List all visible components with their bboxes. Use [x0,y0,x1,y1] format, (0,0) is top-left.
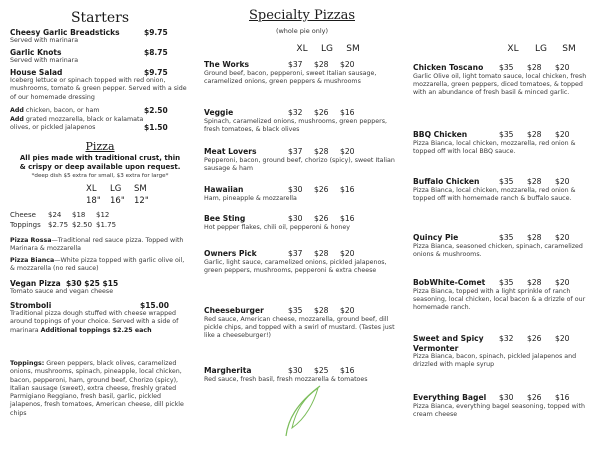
pizza-price: $28 [314,249,329,258]
size-lg: LG [321,44,333,54]
pizza-price: $30 [288,214,303,223]
stromboli-price: $15.00 [140,301,169,310]
pizza-name: Everything Bagel [413,393,487,402]
bianca-desc: —White pizza topped with garlic olive oil, & mozzarella (no red sauce) [10,257,185,273]
pizza-price: $20 [340,249,355,258]
pizza-price: $30 [499,393,514,402]
pizza-rossa [10,237,190,254]
pizza-price: $16 [340,185,355,194]
pizza-price: $35 [499,233,514,242]
size-sm: SM [562,44,576,54]
pizza-desc: Hot pepper flakes, chili oil, pepperoni & honey [204,223,350,231]
pizza-desc: Ground beef, bacon, pepperoni, sweet Italian sausage, caramelized onions, green peppers & mushrooms [204,69,377,85]
add-line [10,116,190,133]
starter-desc: Iceberg lettuce or spinach topped with red onion, mushrooms, tomato & green pepper. Served with a side of our homemade dressing [10,77,187,101]
pizza-price: $35 [288,306,303,315]
pizza-price: $26 [314,214,329,223]
pizza-price: $20 [340,60,355,69]
pizza-price: $20 [555,278,570,287]
pizza-price: $20 [555,334,570,343]
pizza-price: $30 [288,185,303,194]
pizza-desc: Red sauce, American cheese, mozzarella, ground beef, dill pickle chips, and topped with a swirl of mustard. (Tastes just like a cheeseburger!) [204,315,395,340]
pizza-name: Sweet and Spicy Vermonter [413,334,484,353]
pizza-heading: Pizza [85,140,115,153]
specialty-pizza [204,108,400,134]
pizza-price: $26 [527,334,542,343]
pizza-price: $20 [555,177,570,186]
vegan-pizza [10,279,190,296]
pizza-desc: Garlic Olive oil, light tomato sauce, local chicken, fresh mozzarella, green peppers, diced tomatoes, & topped with an abundance of fresh basil & minced garlic. [413,72,587,97]
pizza-name: Cheeseburger [204,306,264,315]
starter-price: $9.75 [144,68,168,77]
pizza-name: Chicken Toscano [413,63,484,72]
pizza-price: $28 [314,147,329,156]
pizza-desc: Pizza Bianca, seasoned chicken, spinach, caramelized onions & mushrooms. [413,242,583,258]
pizza-desc: Pizza Bianca, local chicken, mozzarella, red onion & topped off with homemade ranch & buffalo sauce. [413,186,576,202]
pizza-price: $20 [555,63,570,72]
price-cell: $12 [96,211,110,219]
pizza-price: $37 [288,147,303,156]
add-line [10,107,190,115]
specialty-pizza [413,393,596,419]
size-sm: SM [346,44,360,54]
pizza-desc: Pizza Bianca, everything bagel seasoning, topped with cream cheese [413,402,586,418]
specialty-pizza [413,63,596,97]
pizza-price: $37 [288,60,303,69]
specialty-subtitle: (whole pie only) [275,27,329,35]
inch-lg: 16" [110,196,125,206]
pizza-price-table [10,211,190,229]
starter-item [10,68,190,102]
vegan-prices: $30 $25 $15 [65,279,119,288]
price-cell: $1.75 [96,221,117,229]
pizza-price: $35 [499,278,514,287]
specialty-pizza [413,130,596,156]
pizza-desc: Red sauce, fresh basil, fresh mozzarella & tomatoes [204,375,368,383]
pizza-price: $20 [340,147,355,156]
pizza-price: $26 [314,185,329,194]
pizza-desc: Spinach, caramelized onions, mushrooms, green peppers, fresh tomatoes, & black olives [204,117,387,133]
pizza-name: Hawaiian [204,185,244,194]
pizza-name: Bee Sting [204,214,246,223]
vegan-name: Vegan Pizza [10,279,61,288]
leaf-icon [282,380,324,440]
pizza-name: Margherita [204,366,252,375]
pizza-name: Quincy Pie [413,233,459,242]
pizza-desc: Pizza Bianca, bacon, spinach, pickled jalapenos and drizzled with maple syrup [413,353,577,369]
pizza-price: $28 [527,233,542,242]
pizza-price: $28 [314,306,329,315]
add-label: Add [10,107,24,114]
specialty-pizza [204,147,400,173]
add-price: $2.50 [144,106,168,115]
toppings-list [10,360,190,418]
pizza-price: $16 [555,393,570,402]
pizza-bianca [10,257,190,274]
specialty-pizza [413,233,596,259]
size-lg: LG [110,184,122,194]
price-cell: $18 [72,211,86,219]
specialty-heading: Specialty Pizzas [249,8,355,23]
pizza-desc: Pepperoni, bacon, ground beef, chorizo (spicy), sweet Italian sausage & ham [204,156,395,172]
pizza-price: $28 [527,177,542,186]
specialty-pizza [204,60,400,86]
size-xl: XL [296,44,308,54]
inch-sm: 12" [134,196,149,206]
price-cell: $2.50 [72,221,93,229]
pizza-desc: Ham, pineapple & mozzarella [204,194,297,202]
pizza-price: $16 [340,108,355,117]
starters-heading: Starters [70,10,130,26]
specialty-size-header-right [499,44,583,54]
specialty-pizza [413,177,596,203]
pizza-price: $20 [340,306,355,315]
starter-name: House Salad [10,68,63,77]
specialty-pizza [413,278,596,312]
specialty-pizza [204,214,400,232]
pizza-name: Owners Pick [204,249,257,258]
pizza-price: $35 [499,130,514,139]
starter-price: $8.75 [144,48,168,57]
pizza-price: $20 [555,233,570,242]
pizza-price: $35 [499,177,514,186]
pizza-name: BobWhite-Comet [413,278,486,287]
pizza-price: $28 [527,63,542,72]
starter-item [10,48,190,65]
size-xl: XL [86,184,97,194]
pizza-name: Veggie [204,108,234,117]
pizza-price: $28 [314,60,329,69]
size-lg: LG [535,44,547,54]
stromboli-desc: Traditional pizza dough stuffed with cheese wrapped around toppings of your choice. Served with a side of marinara [10,310,179,334]
pizza-price: $26 [527,393,542,402]
specialty-size-header-left [290,44,366,54]
pizza-price: $16 [340,214,355,223]
pizza-name: Meat Lovers [204,147,257,156]
stromboli [10,301,190,335]
toppings-label: Toppings: [10,360,45,367]
starter-price: $9.75 [144,28,168,37]
vegan-desc: Tomato sauce and vegan cheese [10,288,114,295]
pizza-price: $20 [555,130,570,139]
pizza-price: $35 [499,63,514,72]
pizza-desc: Pizza Bianca, topped with a light sprinkle of ranch seasoning, local chicken, local bacon & a drizzle of our homemade ranch. [413,287,586,312]
toppings-text: Green peppers, black olives, caramelized onions, mushrooms, spinach, pineapple, local chicken, bacon, pepperoni, ham, ground beef, Chorizo (spicy), Italian sausage (sweet), extra cheese, freshly grated Parmigiano Reggiano, fresh basil, garlic, pickled jalapenos, fresh tomatoes, American cheese, dill pickle chips [10,360,184,417]
add-text: chicken, bacon, or ham [25,107,100,114]
pizza-price: $26 [314,108,329,117]
add-text: grated mozzarella, black or kalamata olives, or pickled jalapenos [10,116,144,132]
pizza-name: Buffalo Chicken [413,177,480,186]
starter-name: Cheesy Garlic Breadsticks [10,28,120,37]
pizza-desc: Garlic, light sauce, caramelized onions, pickled jalapenos, green peppers, mushrooms, pepperoni & extra cheese [204,258,387,274]
starter-desc: Served with marinara [10,37,79,44]
starter-name: Garlic Knots [10,48,62,57]
pizza-price: $30 [288,366,303,375]
size-sm: SM [134,184,147,194]
price-cell: $2.75 [48,221,69,229]
pizza-name: The Works [204,60,250,69]
pizza-price: $28 [527,130,542,139]
specialty-pizza [204,249,400,275]
starter-desc: Served with marinara [10,57,79,64]
pizza-name: BBQ Chicken [413,130,468,139]
pizza-note: *deep dish $5 extra for small, $3 extra for large* [31,173,169,179]
pizza-intro: All pies made with traditional crust, thin & crispy or deep available upon request. [19,154,181,171]
add-label: Add [10,116,24,123]
price-cell: $24 [48,211,62,219]
pizza-price: $32 [499,334,514,343]
stromboli-name: Stromboli [10,301,52,310]
bianca-name: Pizza Bianca [10,257,55,264]
pizza-size-table [48,184,190,206]
pizza-price: $16 [340,366,355,375]
pizza-price: $25 [314,366,329,375]
rossa-desc: —Traditional red sauce pizza. Topped with Marinara & mozzarella [10,237,184,253]
starter-item [10,28,190,45]
specialty-pizza [204,306,400,340]
specialty-pizza [413,334,596,370]
rossa-name: Pizza Rossa [10,237,52,244]
pizza-price: $32 [288,108,303,117]
inch-xl: 18" [86,196,101,206]
pizza-price: $28 [527,278,542,287]
size-xl: XL [507,44,519,54]
add-price: $1.50 [144,123,168,133]
price-row-label: Cheese [10,211,36,219]
specialty-pizza [204,185,400,203]
pizza-desc: Pizza Bianca, local chicken, mozzarella, red onion & topped off with local BBQ sauce. [413,139,576,155]
pizza-price: $37 [288,249,303,258]
price-row-label: Toppings [10,221,41,229]
stromboli-extra: Additional toppings $2.25 each [40,326,152,334]
